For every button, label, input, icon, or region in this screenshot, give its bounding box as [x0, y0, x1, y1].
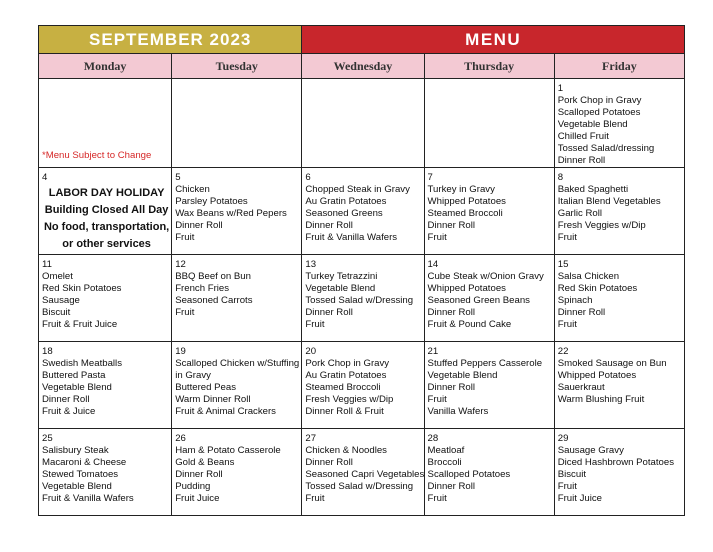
- day-cell-monday: [39, 168, 172, 255]
- menu-item: Swedish Meatballs: [42, 358, 122, 369]
- day-number: 20: [305, 346, 317, 357]
- menu-item: Salsa Chicken: [557, 271, 620, 282]
- day-number: 12: [175, 259, 186, 270]
- menu-item: Fresh Veggies w/Dip: [305, 394, 394, 405]
- day-number: 19: [175, 346, 186, 357]
- menu-item: Italian Blend Vegetables: [557, 196, 661, 207]
- menu-item: Fruit & Fruit Juice: [42, 319, 118, 330]
- day-header-monday: Monday: [39, 54, 172, 79]
- day-number: 13: [305, 259, 317, 270]
- day-cell-monday: [39, 342, 172, 429]
- month-title: SEPTEMBER 2023: [39, 26, 302, 54]
- menu-item: Vanilla Wafers: [427, 406, 489, 417]
- holiday-notice-line: or other services: [62, 238, 151, 250]
- holiday-notice-line: Building Closed All Day: [44, 204, 169, 216]
- menu-item: Seasoned Carrots: [175, 295, 253, 306]
- day-cell-wednesday: [302, 255, 424, 342]
- menu-item: Seasoned Greens: [305, 208, 383, 219]
- day-cell-friday: [554, 342, 684, 429]
- menu-item: Vegetable Blend: [557, 119, 628, 130]
- menu-item: Dinner Roll: [175, 469, 223, 480]
- menu-item: Red Skin Potatoes: [42, 283, 122, 294]
- week-row: [39, 255, 685, 342]
- day-number: 27: [305, 433, 317, 444]
- week-row: [39, 79, 685, 168]
- menu-item: Vegetable Blend: [42, 382, 112, 393]
- day-cell-tuesday: [172, 79, 302, 168]
- menu-item: Diced Hashbrown Potatoes: [557, 457, 674, 468]
- menu-item: Pork Chop in Gravy: [557, 95, 642, 106]
- day-cell-content: [172, 79, 301, 83]
- day-cell-content: [39, 168, 171, 252]
- menu-item: Dinner Roll: [175, 220, 223, 231]
- day-cell-thursday: [424, 255, 554, 342]
- menu-item: Dinner Roll: [427, 481, 476, 492]
- menu-item: Fruit Juice: [175, 493, 220, 504]
- menu-item: Fruit: [305, 319, 325, 330]
- menu-item: Fruit & Pound Cake: [427, 319, 512, 330]
- day-cell-content: [172, 168, 301, 244]
- day-cell-tuesday: [172, 429, 302, 516]
- menu-item: Seasoned Capri Vegetables: [305, 469, 425, 480]
- week-row: [39, 342, 685, 429]
- menu-item: Biscuit: [557, 469, 586, 480]
- day-cell-monday: [39, 429, 172, 516]
- menu-calendar: [38, 25, 685, 516]
- day-number: 25: [42, 433, 53, 444]
- menu-item: Whipped Potatoes: [427, 283, 506, 294]
- menu-item: Pudding: [175, 481, 211, 492]
- week-row: [39, 168, 685, 255]
- day-number: 8: [557, 172, 564, 183]
- menu-item: Turkey in Gravy: [427, 184, 495, 195]
- menu-item: Wax Beans w/Red Pepers: [175, 208, 287, 219]
- day-cell-friday: [554, 429, 684, 516]
- menu-item: Fruit: [427, 232, 447, 243]
- menu-title: MENU: [302, 26, 685, 54]
- menu-item: Salisbury Steak: [42, 445, 109, 456]
- menu-item: in Gravy: [175, 370, 211, 381]
- menu-item: Dinner Roll: [305, 220, 353, 231]
- day-cell-wednesday: [302, 168, 424, 255]
- menu-item: Dinner Roll: [305, 307, 353, 318]
- day-number: 15: [557, 259, 569, 270]
- menu-item: Whipped Potatoes: [557, 370, 637, 381]
- day-number: 18: [42, 346, 53, 357]
- day-number: 6: [305, 172, 311, 183]
- day-cell-content: [172, 342, 301, 418]
- menu-item: Vegetable Blend: [42, 481, 112, 492]
- menu-item: Dinner Roll: [305, 457, 353, 468]
- day-header-thursday: Thursday: [424, 54, 554, 79]
- menu-item: Fruit Juice: [557, 493, 602, 504]
- day-cell-content: [39, 79, 171, 83]
- menu-item: Tossed Salad w/Dressing: [305, 481, 414, 492]
- day-cell-thursday: [424, 342, 554, 429]
- holiday-notice-line: LABOR DAY HOLIDAY: [48, 187, 165, 199]
- day-cell-content: [425, 79, 554, 83]
- day-cell-content: [302, 429, 423, 505]
- day-cell-thursday: [424, 168, 554, 255]
- day-cell-content: [302, 168, 423, 244]
- menu-item: Garlic Roll: [557, 208, 602, 219]
- day-cell-tuesday: [172, 168, 302, 255]
- menu-item: Tossed Salad/dressing: [557, 143, 655, 154]
- menu-item: Fruit: [557, 319, 577, 330]
- day-cell-content: [39, 429, 171, 505]
- menu-item: Dinner Roll: [427, 382, 476, 393]
- menu-item: Warm Blushing Fruit: [557, 394, 645, 405]
- day-cell-thursday: [424, 79, 554, 168]
- menu-item: Stewed Tomatoes: [42, 469, 119, 480]
- menu-item: Dinner Roll & Fruit: [305, 406, 384, 417]
- menu-item: Fruit & Juice: [42, 406, 96, 417]
- menu-item: Fruit: [427, 493, 447, 504]
- menu-item: Steamed Broccoli: [305, 382, 381, 393]
- menu-item: Dinner Roll: [557, 155, 606, 166]
- menu-item: Chilled Fruit: [557, 131, 609, 142]
- menu-item: Omelet: [42, 271, 73, 282]
- day-cell-content: [302, 255, 423, 331]
- day-cell-content: [555, 168, 684, 244]
- day-number: 4: [42, 172, 48, 183]
- menu-item: Chopped Steak in Gravy: [305, 184, 410, 195]
- menu-item: Fruit: [175, 232, 195, 243]
- menu-item: Fruit & Vanilla Wafers: [42, 493, 134, 504]
- day-cell-friday: [554, 168, 684, 255]
- day-number: 28: [427, 433, 439, 444]
- day-cell-content: [172, 429, 301, 505]
- day-cell-content: [39, 342, 171, 418]
- menu-item: Turkey Tetrazzini: [305, 271, 378, 282]
- day-cell-content: [555, 429, 684, 505]
- menu-item: Vegetable Blend: [305, 283, 376, 294]
- menu-item: Meatloaf: [427, 445, 465, 456]
- menu-item: Spinach: [557, 295, 593, 306]
- day-header-wednesday: Wednesday: [302, 54, 424, 79]
- day-cell-content: [39, 255, 171, 331]
- menu-item: Ham & Potato Casserole: [175, 445, 281, 456]
- holiday-notice-line: No food, transportation,: [43, 221, 170, 233]
- menu-item: Chicken & Noodles: [305, 445, 387, 456]
- menu-item: Dinner Roll: [42, 394, 90, 405]
- menu-item: Scalloped Chicken w/Stuffing: [175, 358, 300, 369]
- menu-item: Sausage Gravy: [557, 445, 624, 456]
- menu-item: Gold & Beans: [175, 457, 235, 468]
- day-number: 1: [557, 83, 564, 94]
- menu-item: Biscuit: [42, 307, 71, 318]
- day-cell-content: [425, 429, 554, 505]
- day-number: 5: [175, 172, 181, 183]
- day-cell-content: [425, 255, 554, 331]
- day-cell-wednesday: [302, 79, 424, 168]
- week-row: [39, 429, 685, 516]
- day-number: 14: [427, 259, 439, 270]
- day-cell-wednesday: [302, 429, 424, 516]
- day-cell-content: [425, 342, 554, 418]
- day-header-row: [39, 54, 685, 79]
- menu-item: Parsley Potatoes: [175, 196, 248, 207]
- menu-item: Scalloped Potatoes: [557, 107, 641, 118]
- menu-item: Scalloped Potatoes: [427, 469, 511, 480]
- menu-item: Seasoned Green Beans: [427, 295, 530, 306]
- menu-item: Sausage: [42, 295, 80, 306]
- day-cell-content: [555, 342, 684, 406]
- menu-item: Macaroni & Cheese: [42, 457, 127, 468]
- menu-item: Stuffed Peppers Casserole: [427, 358, 543, 369]
- menu-item: Cube Steak w/Onion Gravy: [427, 271, 544, 282]
- day-number: 26: [175, 433, 186, 444]
- day-cell-monday: [39, 255, 172, 342]
- menu-item: Fruit: [557, 481, 577, 492]
- menu-item: Broccoli: [427, 457, 462, 468]
- menu-item: Warm Dinner Roll: [175, 394, 251, 405]
- menu-item: Smoked Sausage on Bun: [557, 358, 667, 369]
- menu-item: Baked Spaghetti: [557, 184, 629, 195]
- menu-item: Fruit & Animal Crackers: [175, 406, 276, 417]
- menu-item: Fruit: [427, 394, 447, 405]
- day-number: 29: [557, 433, 569, 444]
- menu-item: Whipped Potatoes: [427, 196, 506, 207]
- title-row: [39, 26, 685, 54]
- day-cell-content: [555, 79, 684, 167]
- day-number: 7: [427, 172, 433, 183]
- menu-item: Buttered Pasta: [42, 370, 106, 381]
- day-header-friday: Friday: [554, 54, 684, 79]
- menu-item: Fruit: [305, 493, 325, 504]
- menu-item: Fruit: [557, 232, 577, 243]
- day-number: 11: [42, 259, 52, 270]
- menu-change-note: *Menu Subject to Change: [42, 150, 152, 161]
- calendar-table: [38, 25, 685, 516]
- menu-item: Dinner Roll: [557, 307, 606, 318]
- menu-item: Fruit & Vanilla Wafers: [305, 232, 398, 243]
- day-cell-monday: [39, 79, 172, 168]
- day-cell-content: [302, 342, 423, 418]
- menu-item: Pork Chop in Gravy: [305, 358, 390, 369]
- menu-item: Buttered Peas: [175, 382, 236, 393]
- menu-item: Vegetable Blend: [427, 370, 498, 381]
- day-cell-tuesday: [172, 342, 302, 429]
- menu-item: Dinner Roll: [427, 220, 476, 231]
- day-cell-content: [425, 168, 554, 244]
- menu-item: Red Skin Potatoes: [557, 283, 638, 294]
- day-cell-content: [302, 79, 423, 83]
- day-cell-friday: [554, 255, 684, 342]
- day-cell-content: [172, 255, 301, 319]
- menu-item: Dinner Roll: [427, 307, 476, 318]
- weeks-body: [39, 79, 685, 516]
- menu-item: Fruit: [175, 307, 195, 318]
- day-cell-wednesday: [302, 342, 424, 429]
- menu-item: BBQ Beef on Bun: [175, 271, 251, 282]
- day-cell-content: [555, 255, 684, 331]
- menu-item: Sauerkraut: [557, 382, 605, 393]
- menu-item: Steamed Broccoli: [427, 208, 503, 219]
- menu-item: Chicken: [175, 184, 210, 195]
- menu-item: Tossed Salad w/Dressing: [305, 295, 414, 306]
- day-header-tuesday: Tuesday: [172, 54, 302, 79]
- day-cell-thursday: [424, 429, 554, 516]
- menu-item: Au Gratin Potatoes: [305, 370, 387, 381]
- menu-item: Fresh Veggies w/Dip: [557, 220, 646, 231]
- day-cell-tuesday: [172, 255, 302, 342]
- day-cell-friday: [554, 79, 684, 168]
- menu-item: Au Gratin Potatoes: [305, 196, 387, 207]
- day-number: 21: [427, 346, 439, 357]
- menu-item: French Fries: [175, 283, 230, 294]
- day-number: 22: [557, 346, 569, 357]
